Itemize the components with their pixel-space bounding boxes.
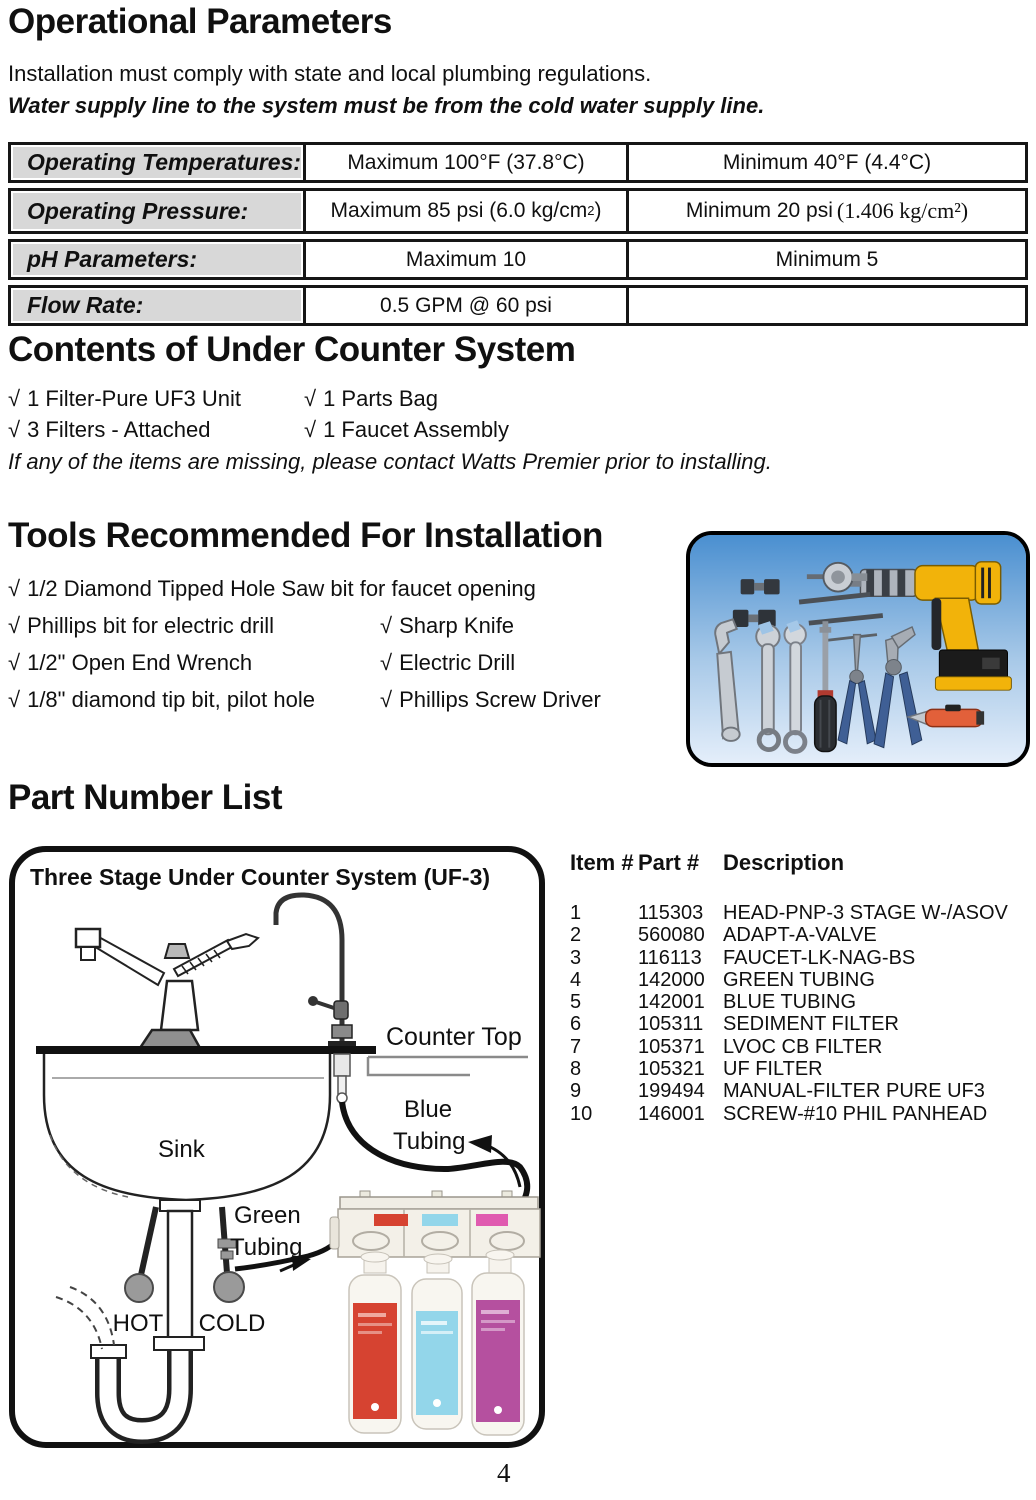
part-item-number: 7 — [570, 1035, 582, 1058]
part-table-header — [570, 850, 1032, 876]
part-number: 116113 — [638, 946, 702, 969]
blue-tubing-label-2: Tubing — [393, 1128, 466, 1155]
page-number: 4 — [497, 1458, 511, 1488]
green-tubing-label-2: Tubing — [230, 1234, 303, 1261]
cold-valve — [214, 1272, 244, 1302]
part-row — [570, 1013, 1032, 1035]
part-item-number: 1 — [570, 902, 582, 924]
part-item-number: 3 — [570, 946, 582, 969]
check-icon: √ — [8, 687, 21, 712]
counter-top-label: Counter Top — [386, 1023, 522, 1051]
part-item-number: 2 — [570, 924, 582, 947]
row-label: Operating Temperatures: — [11, 145, 306, 180]
part-number: 105371 — [638, 1035, 705, 1058]
part-description: HEAD-PNP-3 STAGE W-/ASOV — [723, 902, 1008, 924]
checklist-item — [8, 650, 380, 687]
part-description: SCREW-#10 PHIL PANHEAD — [723, 1102, 988, 1125]
tools-checklist — [8, 576, 680, 724]
pressure-max-close: ) — [594, 199, 602, 222]
filter-head — [330, 1191, 540, 1257]
part-row — [570, 969, 1032, 991]
operational-parameters-table — [8, 142, 1028, 326]
checklist-item — [380, 687, 680, 724]
checklist-item — [8, 576, 680, 613]
checklist-item — [380, 650, 680, 687]
head-tab-sediment — [374, 1214, 408, 1226]
check-icon: √ — [8, 576, 21, 601]
part-row — [570, 902, 1032, 924]
row-min-value: Minimum 5 — [775, 247, 879, 271]
row-min-value: Minimum 40°F (4.4°C) — [722, 150, 932, 174]
row-max-value: Maximum 10 — [306, 242, 629, 277]
checklist-item-label: Electric Drill — [399, 650, 516, 675]
check-icon: √ — [8, 386, 21, 411]
pressure-max-text: Maximum 85 psi (6.0 kg/cm — [330, 199, 588, 222]
intro-text: Installation must comply with state and local plumbing regulations. — [8, 61, 652, 86]
part-row — [570, 1080, 1032, 1102]
part-number: 142000 — [638, 968, 705, 991]
cold-label: COLD — [198, 1310, 266, 1337]
filter-bottle-uf — [472, 1250, 524, 1435]
row-label: Operating Pressure: — [11, 191, 306, 231]
part-row — [570, 1058, 1032, 1080]
part-number: 115303 — [638, 902, 704, 924]
section-title-operational-parameters: Operational Parameters — [8, 2, 392, 41]
part-item-number: 10 — [570, 1102, 593, 1125]
row-max-value: Maximum 85 psi (6.0 kg/cm 2 ) — [306, 191, 629, 231]
check-icon: √ — [304, 417, 317, 442]
contents-checklist — [8, 386, 668, 448]
row-label: Flow Rate: — [11, 288, 306, 323]
part-number: 560080 — [638, 924, 705, 947]
check-icon: √ — [8, 417, 21, 442]
section-title-tools: Tools Recommended For Installation — [8, 516, 603, 555]
checklist-item-label: Phillips bit for electric drill — [27, 613, 275, 638]
section-title-contents: Contents of Under Counter System — [8, 330, 576, 369]
part-row — [570, 947, 1032, 969]
checklist-item — [380, 613, 680, 650]
check-icon: √ — [8, 650, 21, 675]
checklist-item — [8, 417, 304, 448]
part-description: LVOC CB FILTER — [723, 1035, 883, 1058]
part-row — [570, 1103, 1032, 1125]
table-row-pressure — [8, 188, 1028, 234]
hot-valve — [125, 1274, 153, 1302]
under-counter-diagram — [8, 845, 546, 1449]
part-description: UF FILTER — [723, 1058, 823, 1081]
row-label: pH Parameters: — [11, 242, 306, 277]
part-item-number: 4 — [570, 968, 582, 991]
part-row — [570, 924, 1032, 946]
warning-text: Water supply line to the system must be from the cold water supply line. — [8, 93, 765, 118]
sink-bowl — [44, 1054, 330, 1200]
part-number: 146001 — [638, 1102, 705, 1125]
checklist-item-label: Sharp Knife — [399, 613, 515, 638]
filter-bottle-carbon — [412, 1254, 462, 1429]
diagram-graphic — [8, 845, 546, 1449]
part-description: FAUCET-LK-NAG-BS — [723, 946, 916, 969]
row-max-value: Maximum 100°F (37.8°C) — [306, 145, 629, 180]
part-description: MANUAL-FILTER PURE UF3 — [723, 1080, 985, 1103]
part-table-rows — [570, 902, 1032, 1125]
check-icon: √ — [304, 386, 317, 411]
part-description: SEDIMENT FILTER — [723, 1013, 899, 1036]
head-tab-uf — [476, 1214, 508, 1226]
filter-unit — [330, 1191, 540, 1435]
sink-label: Sink — [158, 1136, 205, 1163]
checklist-item — [8, 386, 304, 417]
checklist-item — [304, 417, 668, 448]
part-number: 105321 — [638, 1058, 705, 1081]
row-empty-cell — [629, 288, 1025, 323]
green-tubing-label-1: Green — [234, 1202, 301, 1229]
table-row-temperatures — [8, 142, 1028, 183]
checklist-item-label: Phillips Screw Driver — [399, 687, 601, 712]
checklist-item — [8, 687, 380, 724]
checklist-item-label: 1/8" diamond tip bit, pilot hole — [27, 687, 315, 712]
tools-photo-graphic — [690, 535, 1026, 763]
part-row — [570, 991, 1032, 1013]
table-row-ph — [8, 239, 1028, 280]
diagram-title: Three Stage Under Counter System (UF-3) — [29, 864, 491, 890]
checklist-item — [304, 386, 668, 417]
check-icon: √ — [380, 613, 393, 638]
checklist-item-label: 3 Filters - Attached — [27, 417, 211, 442]
part-item-number: 9 — [570, 1080, 582, 1103]
checklist-item — [8, 613, 380, 650]
part-row — [570, 1036, 1032, 1058]
column-header-item: Item # — [570, 850, 634, 875]
part-description: BLUE TUBING — [723, 991, 856, 1014]
checklist-item-label: 1 Faucet Assembly — [323, 417, 509, 442]
pressure-min-metric: (1.406 kg/cm²) — [836, 198, 969, 223]
part-item-number: 6 — [570, 1013, 582, 1036]
checklist-item-label: 1 Parts Bag — [323, 386, 439, 411]
filter-bottle-sediment — [349, 1252, 401, 1433]
part-item-number: 5 — [570, 991, 582, 1014]
part-description: ADAPT-A-VALVE — [723, 924, 877, 947]
column-header-description: Description — [723, 850, 845, 875]
part-number: 105311 — [638, 1013, 704, 1036]
part-description: GREEN TUBING — [723, 968, 875, 991]
part-number: 199494 — [638, 1080, 705, 1103]
blue-tubing-label-1: Blue — [404, 1096, 453, 1123]
missing-items-note: If any of the items are missing, please contact Watts Premier prior to installing. — [8, 449, 772, 474]
check-icon: √ — [8, 613, 21, 638]
section-title-part-number-list: Part Number List — [8, 778, 282, 817]
table-row-flow-rate — [8, 285, 1028, 326]
checklist-item-label: 1/2" Open End Wrench — [27, 650, 253, 675]
part-item-number: 8 — [570, 1058, 582, 1081]
hot-label: HOT — [112, 1310, 164, 1337]
part-number-table — [570, 850, 1032, 1125]
pressure-min-text: Minimum 20 psi — [685, 199, 833, 222]
part-number: 142001 — [638, 991, 705, 1014]
checklist-item-label: 1 Filter-Pure UF3 Unit — [27, 386, 242, 411]
checklist-item-label: 1/2 Diamond Tipped Hole Saw bit for faucet opening — [27, 576, 536, 601]
head-tab-carbon — [422, 1214, 458, 1226]
tools-photo — [686, 531, 1030, 767]
check-icon: √ — [380, 687, 393, 712]
column-header-part: Part # — [638, 850, 700, 875]
row-value: 0.5 GPM @ 60 psi — [306, 288, 629, 323]
check-icon: √ — [380, 650, 393, 675]
row-min-value — [629, 191, 1025, 231]
